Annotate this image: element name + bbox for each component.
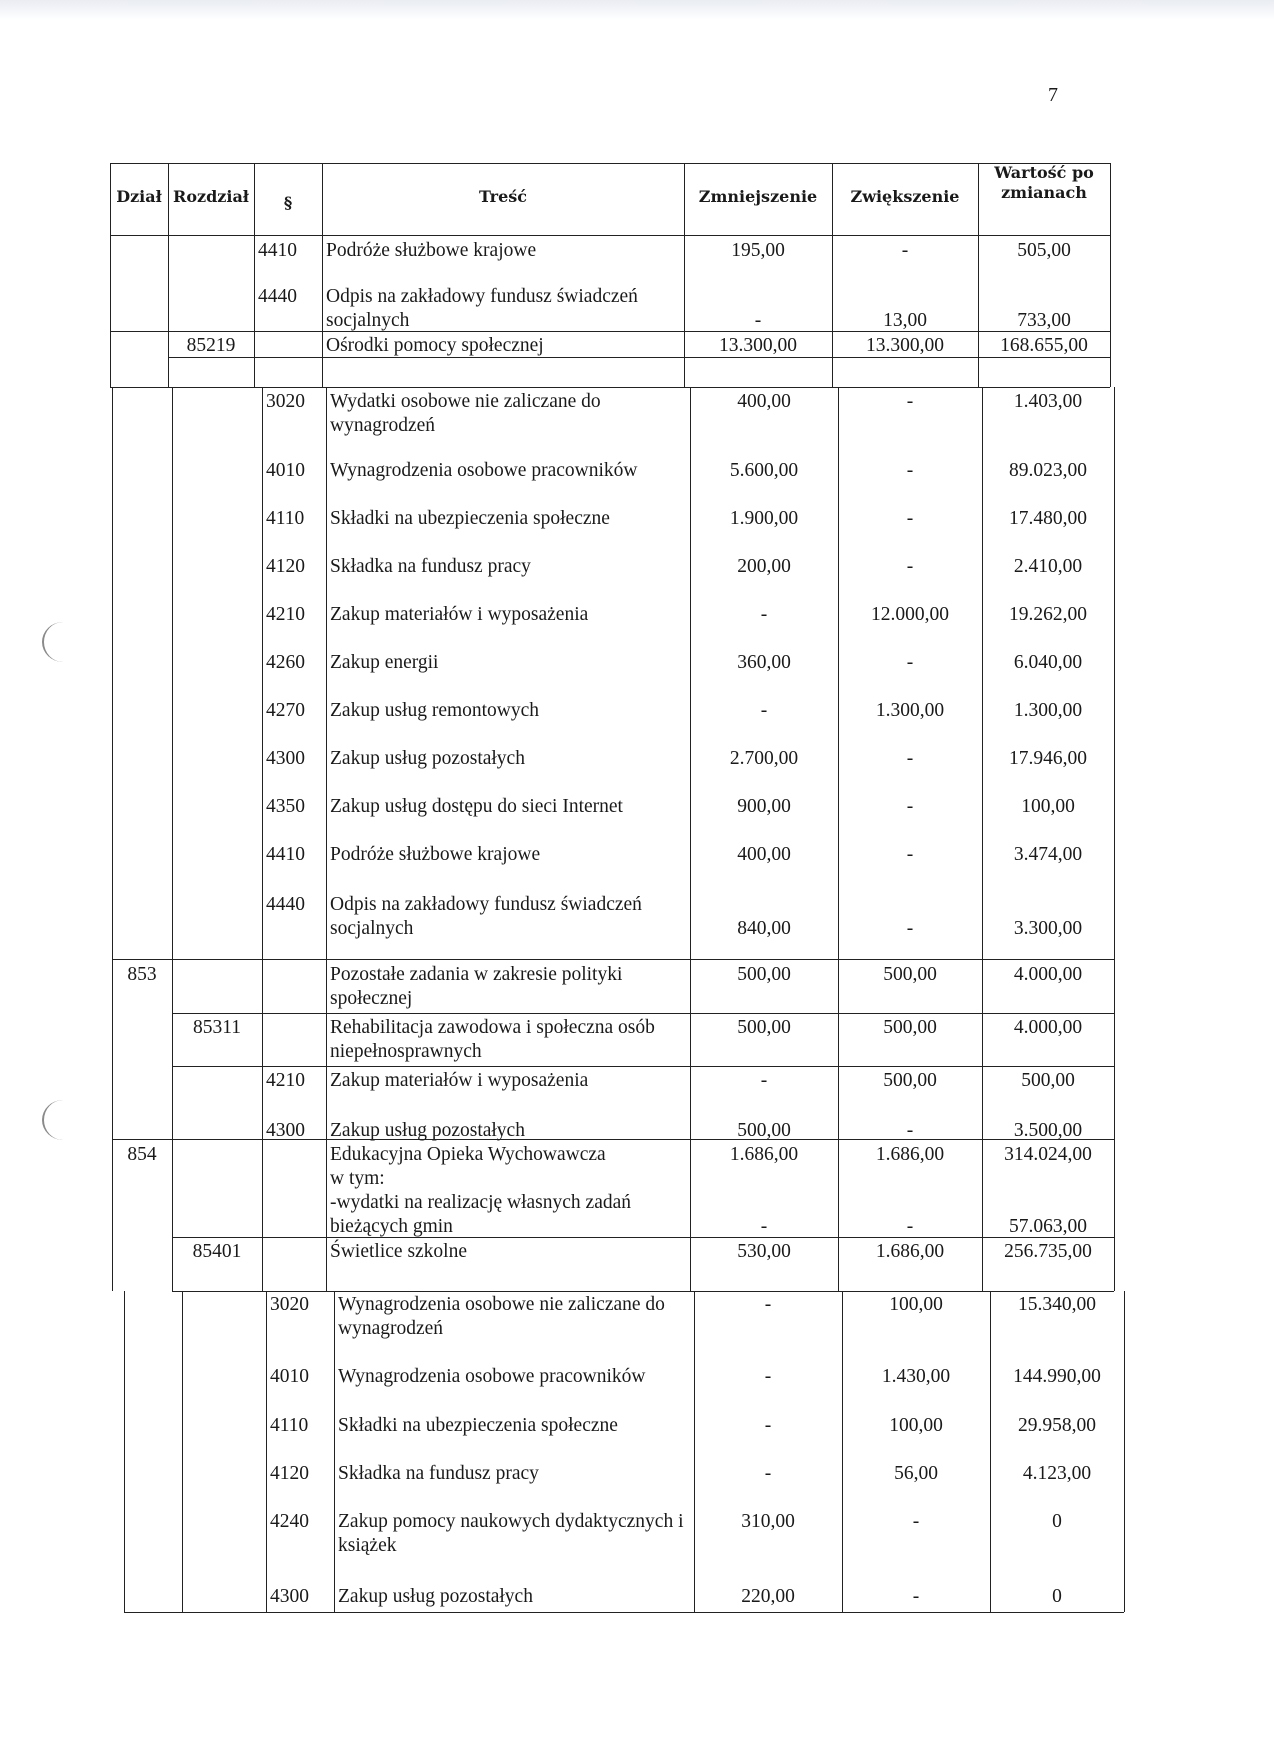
cell-zwiekszenie: - [906,918,914,939]
column-rule [684,163,685,387]
cell-tresc: Wynagrodzenia osobowe pracowników [338,1366,646,1387]
cell-zwiekszenie: 13,00 [883,310,927,331]
cell-wartosc: 500,00 [1021,1070,1075,1091]
binder-hole-mark [42,622,84,662]
cell-zmniejszenie: - [764,1415,772,1436]
column-rule [1124,1291,1125,1612]
cell-tresc: Zakup usług pozostałych [330,1120,525,1141]
column-rule [1110,163,1111,387]
cell-zmniejszenie: 2.700,00 [729,748,799,769]
cell-zmniejszenie: 13.300,00 [719,335,797,356]
cell-zwiekszenie: - [906,556,914,577]
cell-wartosc: 4.123,00 [1022,1463,1092,1484]
cell-rozdzial: 85401 [192,1241,242,1262]
column-rule [978,163,979,387]
cell-paragraf: 4440 [258,286,297,307]
cell-zwiekszenie: 56,00 [894,1463,938,1484]
header-rule [110,235,1110,236]
cell-rozdzial: 85311 [192,1017,242,1038]
cell-paragraf: 4300 [266,748,305,769]
cell-tresc: Zakup pomocy naukowych dydaktycznych i książek [338,1511,684,1556]
cell-zmniejszenie: - [760,1070,768,1091]
cell-zwiekszenie: - [912,1586,920,1607]
column-rule [172,387,173,1291]
column-rule [690,387,691,1291]
row-rule [110,387,1110,388]
row-rule [112,959,1114,960]
cell-tresc-sub: w tym: [330,1168,385,1189]
cell-paragraf: 4110 [270,1415,309,1436]
row-rule [172,1066,1114,1067]
cell-paragraf: 4240 [270,1511,309,1532]
row-rule [172,1237,1114,1238]
cell-wartosc: 6.040,00 [1013,652,1083,673]
column-rule [990,1291,991,1612]
cell-paragraf: 4440 [266,894,305,915]
cell-wartosc: 15.340,00 [1018,1294,1096,1315]
row-rule [172,1013,1114,1014]
cell-zwiekszenie: - [906,508,914,529]
page-number: 7 [1048,84,1058,106]
column-rule [322,163,323,387]
cell-dzial: 853 [127,964,157,985]
cell-wartosc: 89.023,00 [1009,460,1087,481]
cell-paragraf: 4010 [266,460,305,481]
cell-zwiekszenie: - [906,1216,914,1237]
header-paragraf: § [283,193,293,212]
cell-zwiekszenie: - [912,1511,920,1532]
cell-zmniejszenie: - [764,1294,772,1315]
cell-wartosc: 17.480,00 [1009,508,1087,529]
scan-edge-shade [0,0,1274,20]
header-wartosc: zmianach [1001,183,1087,202]
cell-zwiekszenie: 500,00 [883,964,937,985]
cell-paragraf: 4410 [258,240,297,261]
cell-wartosc: 733,00 [1017,310,1071,331]
cell-paragraf: 4300 [270,1586,309,1607]
column-rule [168,163,169,387]
header-dzial: Dział [116,187,162,206]
column-rule [254,163,255,387]
cell-tresc: Podróże służbowe krajowe [330,844,541,865]
row-rule [168,357,1110,358]
cell-tresc: Zakup materiałów i wyposażenia [330,1070,589,1091]
column-rule [838,387,839,1291]
cell-zwiekszenie: 500,00 [883,1017,937,1038]
row-rule [110,331,1110,332]
cell-tresc: Zakup materiałów i wyposażenia [330,604,589,625]
cell-tresc: Wynagrodzenia osobowe pracowników [330,460,638,481]
cell-wartosc: 0 [1052,1511,1062,1532]
cell-zmniejszenie: 400,00 [737,844,791,865]
cell-tresc-sub: -wydatki na realizację własnych zadań bieżących gmin [330,1192,632,1237]
header-tresc: Treść [478,187,528,206]
column-rule [1114,387,1115,1291]
cell-zwiekszenie: 1.300,00 [875,700,945,721]
cell-tresc: Składka na fundusz pracy [338,1463,539,1484]
cell-zmniejszenie: - [764,1366,772,1387]
cell-wartosc: 0 [1052,1586,1062,1607]
column-rule [182,1291,183,1612]
cell-zwiekszenie: - [906,1120,914,1141]
cell-tresc: Zakup energii [330,652,439,673]
header-wartosc: Wartość po [994,163,1094,182]
cell-tresc: Zakup usług pozostałych [330,748,525,769]
cell-zwiekszenie: 13.300,00 [866,335,944,356]
cell-zmniejszenie: 220,00 [741,1586,795,1607]
cell-paragraf: 3020 [266,391,305,412]
cell-zmniejszenie: 500,00 [737,964,791,985]
header-zmniejszenie: Zmniejszenie [698,187,818,206]
cell-wartosc: 505,00 [1017,240,1071,261]
cell-zmniejszenie: - [760,1216,768,1237]
row-rule [112,1139,1114,1140]
cell-zmniejszenie: - [760,700,768,721]
row-rule [172,1291,1114,1292]
cell-zmniejszenie: - [764,1463,772,1484]
cell-paragraf: 4120 [266,556,305,577]
header-zwiekszenie: Zwiększenie [850,187,960,206]
column-rule [832,163,833,387]
cell-tresc: Podróże służbowe krajowe [326,240,537,261]
cell-rozdzial: 85219 [186,335,236,356]
cell-zmniejszenie: - [754,310,762,331]
cell-paragraf: 4210 [266,1070,305,1091]
cell-zwiekszenie: 1.430,00 [881,1366,951,1387]
cell-tresc: Odpis na zakładowy fundusz świadczeń socjalnych [330,894,642,939]
cell-tresc: Składka na fundusz pracy [330,556,531,577]
cell-paragraf: 4260 [266,652,305,673]
cell-wartosc: 3.300,00 [1013,918,1083,939]
cell-zwiekszenie: 1.686,00 [875,1241,945,1262]
column-rule [266,1291,267,1612]
cell-zwiekszenie: 1.686,00 [875,1144,945,1165]
cell-wartosc: 29.958,00 [1018,1415,1096,1436]
cell-zmniejszenie: 360,00 [737,652,791,673]
cell-zwiekszenie: 100,00 [889,1294,943,1315]
cell-zwiekszenie: - [906,460,914,481]
cell-zwiekszenie: - [906,652,914,673]
cell-wartosc: 19.262,00 [1009,604,1087,625]
cell-zmniejszenie: 200,00 [737,556,791,577]
cell-wartosc: 17.946,00 [1009,748,1087,769]
cell-tresc: Ośrodki pomocy społecznej [326,335,544,356]
cell-wartosc: 4.000,00 [1013,1017,1083,1038]
cell-tresc: Zakup usług remontowych [330,700,540,721]
cell-tresc: Wydatki osobowe nie zaliczane do wynagrodzeń [330,391,601,436]
cell-wartosc: 314.024,00 [1004,1144,1092,1165]
cell-wartosc: 3.500,00 [1013,1120,1083,1141]
cell-zwiekszenie: - [901,240,909,261]
cell-zmniejszenie: 1.686,00 [729,1144,799,1165]
cell-zmniejszenie: 5.600,00 [729,460,799,481]
cell-wartosc: 1.403,00 [1013,391,1083,412]
cell-zmniejszenie: 900,00 [737,796,791,817]
cell-paragraf: 4110 [266,508,305,529]
cell-paragraf: 3020 [270,1294,309,1315]
table-bottom-rule [124,1612,1124,1613]
cell-paragraf: 4010 [270,1366,309,1387]
column-rule [110,163,111,387]
cell-paragraf: 4210 [266,604,305,625]
binder-hole-mark [42,1100,84,1140]
cell-wartosc: 57.063,00 [1009,1216,1087,1237]
cell-tresc: Zakup usług pozostałych [338,1586,533,1607]
cell-wartosc: 256.735,00 [1004,1241,1092,1262]
cell-zwiekszenie: 12.000,00 [871,604,949,625]
cell-zmniejszenie: 840,00 [737,918,791,939]
cell-zmniejszenie: 500,00 [737,1017,791,1038]
cell-zmniejszenie: - [760,604,768,625]
cell-zwiekszenie: - [906,796,914,817]
cell-zwiekszenie: - [906,748,914,769]
cell-tresc: Edukacyjna Opieka Wychowawcza [330,1144,606,1165]
cell-dzial: 854 [127,1144,157,1165]
cell-tresc: Odpis na zakładowy fundusz świadczeń socjalnych [326,286,638,331]
column-rule [842,1291,843,1612]
cell-zwiekszenie: - [906,391,914,412]
column-rule [112,387,113,1291]
cell-paragraf: 4270 [266,700,305,721]
cell-paragraf: 4120 [270,1463,309,1484]
cell-tresc: Składki na ubezpieczenia społeczne [330,508,610,529]
cell-wartosc: 168.655,00 [1000,335,1088,356]
column-rule [262,387,263,1291]
cell-zwiekszenie: 500,00 [883,1070,937,1091]
header-rozdzial: Rozdział [173,187,249,206]
cell-zmniejszenie: 310,00 [741,1511,795,1532]
column-rule [326,387,327,1291]
column-rule [694,1291,695,1612]
cell-wartosc: 4.000,00 [1013,964,1083,985]
cell-zwiekszenie: - [906,844,914,865]
cell-paragraf: 4350 [266,796,305,817]
cell-wartosc: 1.300,00 [1013,700,1083,721]
cell-tresc: Pozostałe zadania w zakresie polityki społecznej [330,964,623,1009]
table-top-rule [110,163,1110,164]
cell-zmniejszenie: 195,00 [731,240,785,261]
cell-wartosc: 144.990,00 [1013,1366,1101,1387]
cell-paragraf: 4300 [266,1120,305,1141]
cell-paragraf: 4410 [266,844,305,865]
column-rule [334,1291,335,1612]
column-rule [982,387,983,1291]
cell-wartosc: 2.410,00 [1013,556,1083,577]
cell-tresc: Składki na ubezpieczenia społeczne [338,1415,618,1436]
cell-wartosc: 3.474,00 [1013,844,1083,865]
cell-zmniejszenie: 500,00 [737,1120,791,1141]
cell-tresc: Rehabilitacja zawodowa i społeczna osób niepełnosprawnych [330,1017,655,1062]
cell-wartosc: 100,00 [1021,796,1075,817]
column-rule [124,1291,125,1612]
cell-zwiekszenie: 100,00 [889,1415,943,1436]
cell-tresc: Wynagrodzenia osobowe nie zaliczane do wynagrodzeń [338,1294,665,1339]
cell-tresc: Zakup usług dostępu do sieci Internet [330,796,623,817]
cell-zmniejszenie: 1.900,00 [729,508,799,529]
cell-tresc: Świetlice szkolne [330,1241,468,1262]
cell-zmniejszenie: 530,00 [737,1241,791,1262]
cell-zmniejszenie: 400,00 [737,391,791,412]
